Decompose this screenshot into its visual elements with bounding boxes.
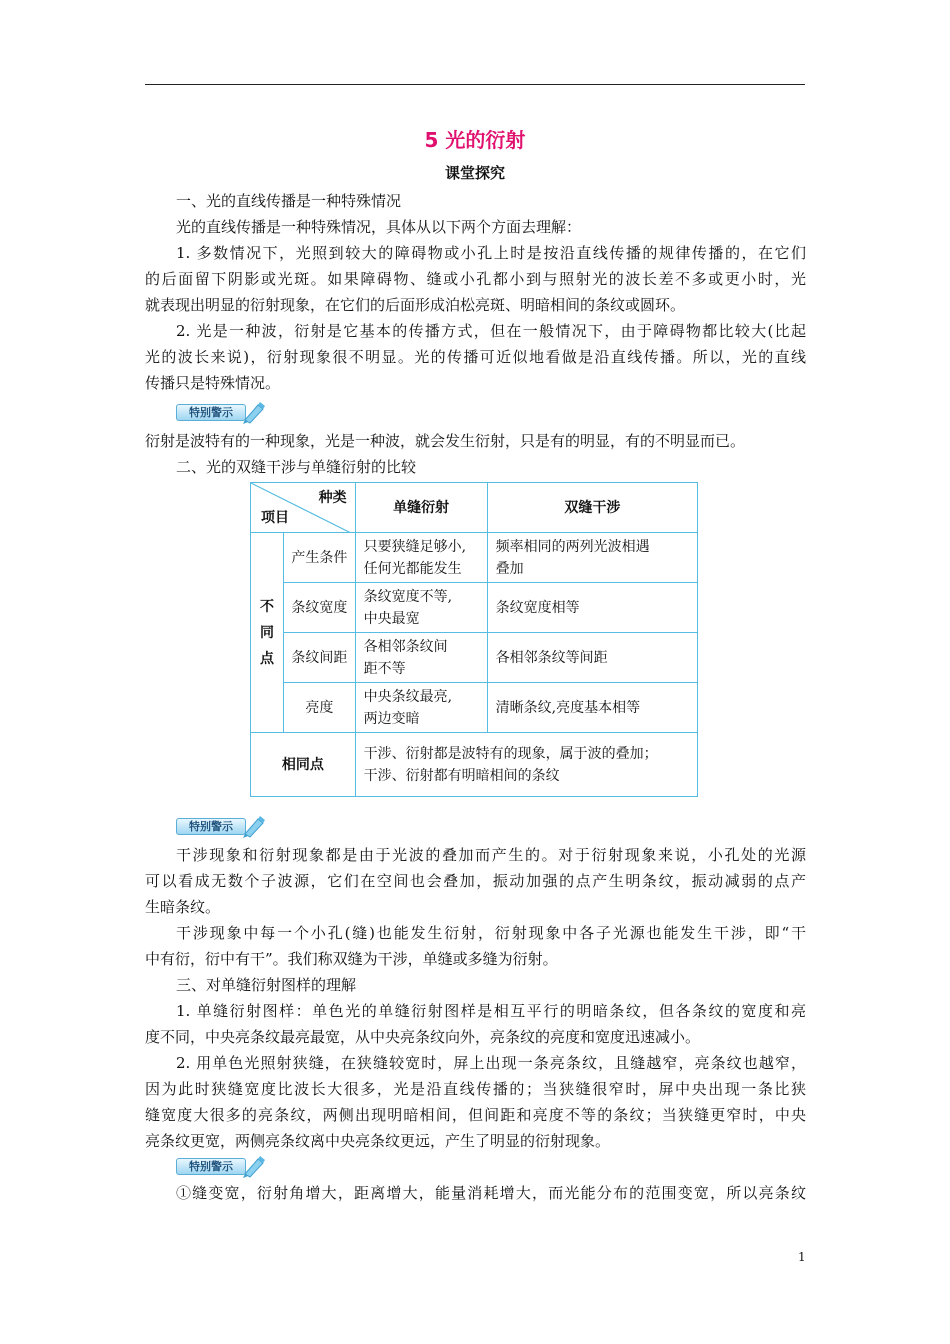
notice-badge: 特别警示 bbox=[176, 400, 268, 424]
table-row bbox=[251, 583, 698, 633]
col-header-single: 单缝衍射 bbox=[355, 483, 487, 533]
pencil-icon bbox=[242, 400, 268, 424]
notice2-p1-line: 生暗条纹。 bbox=[145, 898, 221, 916]
corner-top-label: 种类 bbox=[318, 490, 347, 506]
comparison-table bbox=[250, 482, 698, 797]
corner-bottom-label: 项目 bbox=[261, 510, 289, 526]
section3-heading: 三、对单缝衍射图样的理解 bbox=[176, 976, 357, 994]
row-label: 条纹间距 bbox=[284, 633, 356, 683]
section3-p2-line: 2. 用单色光照射狭缝，在狭缝较宽时，屏上出现一条亮条纹，且缝越窄，亮条纹也越窄， bbox=[176, 1054, 806, 1072]
section3-p2-line: 因为此时狭缝宽度比波长大很多，光是沿直线传播的；当狭缝很窄时，屏中央出现一条比狭 bbox=[145, 1080, 806, 1098]
notice2-p2-line: 干涉现象中每一个小孔(缝)也能发生衍射，衍射现象中各子光源也能发生干涉，即“干 bbox=[176, 924, 806, 942]
same-label: 相同点 bbox=[251, 733, 356, 797]
section1-p2-line: 2. 光是一种波，衍射是它基本的传播方式，但在一般情况下，由于障碍物都比较大(比起 bbox=[176, 322, 806, 340]
section1-p2-line: 传播只是特殊情况。 bbox=[145, 374, 281, 392]
section1-intro: 光的直线传播是一种特殊情况，具体从以下两个方面去理解： bbox=[176, 218, 582, 236]
page-title: 5 光的衍射 bbox=[424, 128, 526, 152]
same-text: 干涉、衍射都是波特有的现象，属于波的叠加； 干涉、衍射都有明暗相间的条纹 bbox=[355, 733, 697, 797]
notice3-text: ①缝变宽，衍射角增大，距离增大，能量消耗增大，而光能分布的范围变宽，所以亮条纹 bbox=[176, 1184, 806, 1202]
cell-double: 清晰条纹,亮度基本相等 bbox=[487, 683, 697, 733]
cell-single: 各相邻条纹间 距不等 bbox=[355, 633, 487, 683]
notice2-p1-line: 可以看成无数个子波源，它们在空间也会叠加，振动加强的点产生明条纹，振动减弱的点产 bbox=[145, 872, 806, 890]
pencil-icon bbox=[242, 1154, 268, 1178]
table-row bbox=[251, 683, 698, 733]
row-label: 产生条件 bbox=[284, 533, 356, 583]
notice2-p1-line: 干涉现象和衍射现象都是由于光波的叠加而产生的。对于衍射现象来说，小孔处的光源 bbox=[176, 846, 806, 864]
cell-single: 只要狭缝足够小, 任何光都能发生 bbox=[355, 533, 487, 583]
pencil-icon bbox=[242, 814, 268, 838]
section1-heading: 一、光的直线传播是一种特殊情况 bbox=[176, 192, 402, 210]
cell-double: 各相邻条纹等间距 bbox=[487, 633, 697, 683]
notice1-text: 衍射是波特有的一种现象，光是一种波，就会发生衍射，只是有的明显，有的不明显而已。 bbox=[145, 432, 746, 450]
table-row bbox=[251, 733, 698, 797]
table-row bbox=[251, 533, 698, 583]
section3-p2-line: 亮条纹更宽，两侧亮条纹离中央亮条纹更远，产生了明显的衍射现象。 bbox=[145, 1132, 611, 1150]
section1-p2-line: 光的波长来说)，衍射现象很不明显。光的传播可近似地看做是沿直线传播。所以，光的直线 bbox=[145, 348, 806, 366]
notice-badge: 特别警示 bbox=[176, 814, 268, 838]
col-header-double: 双缝干涉 bbox=[487, 483, 697, 533]
section2-heading: 二、光的双缝干涉与单缝衍射的比较 bbox=[176, 458, 417, 476]
notice-badge: 特别警示 bbox=[176, 1154, 268, 1178]
section1-p1-line: 就表现出明显的衍射现象，在它们的后面形成泊松亮斑、明暗相间的条纹或圆环。 bbox=[145, 296, 686, 314]
page-number: 1 bbox=[798, 1250, 806, 1264]
cell-single: 中央条纹最亮, 两边变暗 bbox=[355, 683, 487, 733]
cell-double: 条纹宽度相等 bbox=[487, 583, 697, 633]
page-subtitle: 课堂探究 bbox=[444, 164, 505, 182]
table-corner-cell bbox=[251, 483, 356, 533]
section3-p2-line: 缝宽度大很多的亮条纹，两侧出现明暗相间，但间距和亮度不等的条纹；当狭缝更窄时，中央 bbox=[145, 1106, 806, 1124]
cell-single: 条纹宽度不等, 中央最宽 bbox=[355, 583, 487, 633]
cell-double: 频率相同的两列光波相遇 叠加 bbox=[487, 533, 697, 583]
table-row bbox=[251, 633, 698, 683]
section3-p1-line: 1. 单缝衍射图样：单色光的单缝衍射图样是相互平行的明暗条纹，但各条纹的宽度和亮 bbox=[176, 1002, 806, 1020]
header-rule bbox=[145, 84, 805, 85]
section3-p1-line: 度不同，中央亮条纹最亮最宽，从中央亮条纹向外，亮条纹的亮度和宽度迅速减小。 bbox=[145, 1028, 701, 1046]
notice2-p2-line: 中有衍，衍中有干”。我们称双缝为干涉，单缝或多缝为衍射。 bbox=[145, 950, 558, 968]
row-label: 条纹宽度 bbox=[284, 583, 356, 633]
section1-p1-line: 1. 多数情况下，光照到较大的障碍物或小孔上时是按沿直线传播的规律传播的，在它们 bbox=[176, 244, 806, 262]
section1-p1-line: 的后面留下阴影或光斑。如果障碍物、缝或小孔都小到与照射光的波长差不多或更小时，光 bbox=[145, 270, 806, 288]
row-label: 亮度 bbox=[284, 683, 356, 733]
group-diff-label: 不 同 点 bbox=[251, 533, 284, 733]
table-header-row bbox=[251, 483, 698, 533]
